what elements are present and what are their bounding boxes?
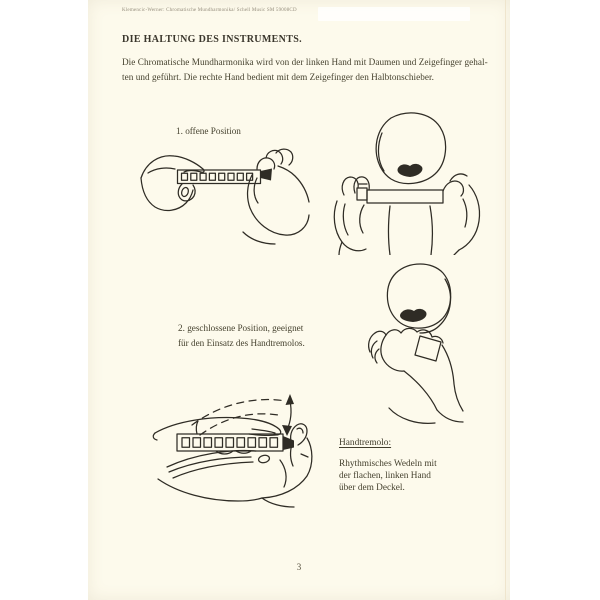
tremolo-heading: Handtremolo: (339, 438, 392, 448)
open-position-illustration (140, 145, 310, 245)
tremolo-line-2: der flachen, linken Hand (339, 471, 431, 481)
intro-paragraph (122, 55, 498, 84)
figure2-caption-line-2: für den Einsatz des Handtremolos. (178, 338, 305, 348)
running-header: Klemencic-Werner: Chromatische Mundharmonika/ Schell Music SM 59008CD (122, 8, 297, 13)
scan-correction-patch (318, 7, 470, 21)
hand-tremolo-illustration (140, 388, 330, 510)
tremolo-line-1: Rhythmisches Wedeln mit (339, 459, 437, 469)
page-edge (505, 0, 506, 600)
page-title: DIE HALTUNG DES INSTRUMENTS. (122, 34, 303, 45)
page-number: 3 (296, 562, 302, 572)
intro-line-1: Die Chromatische Mundharmonika wird von der linken Hand mit Daumen und Zeigefinger gehal- (122, 57, 488, 67)
tremolo-line-3: über dem Deckel. (339, 483, 405, 493)
closed-position-illustration (340, 250, 490, 432)
document-page (88, 0, 510, 600)
intro-line-2: ten und geführt. Die rechte Hand bedient mit dem Zeigefinger den Halbtonschieber. (122, 71, 434, 82)
tremolo-description (339, 458, 437, 494)
figure1-caption: 1. offene Position (176, 126, 241, 136)
figure2-caption (178, 321, 305, 351)
figure2-caption-line-1: 2. geschlossene Position, geeignet (178, 323, 304, 333)
playing-posture-illustration (330, 103, 490, 255)
